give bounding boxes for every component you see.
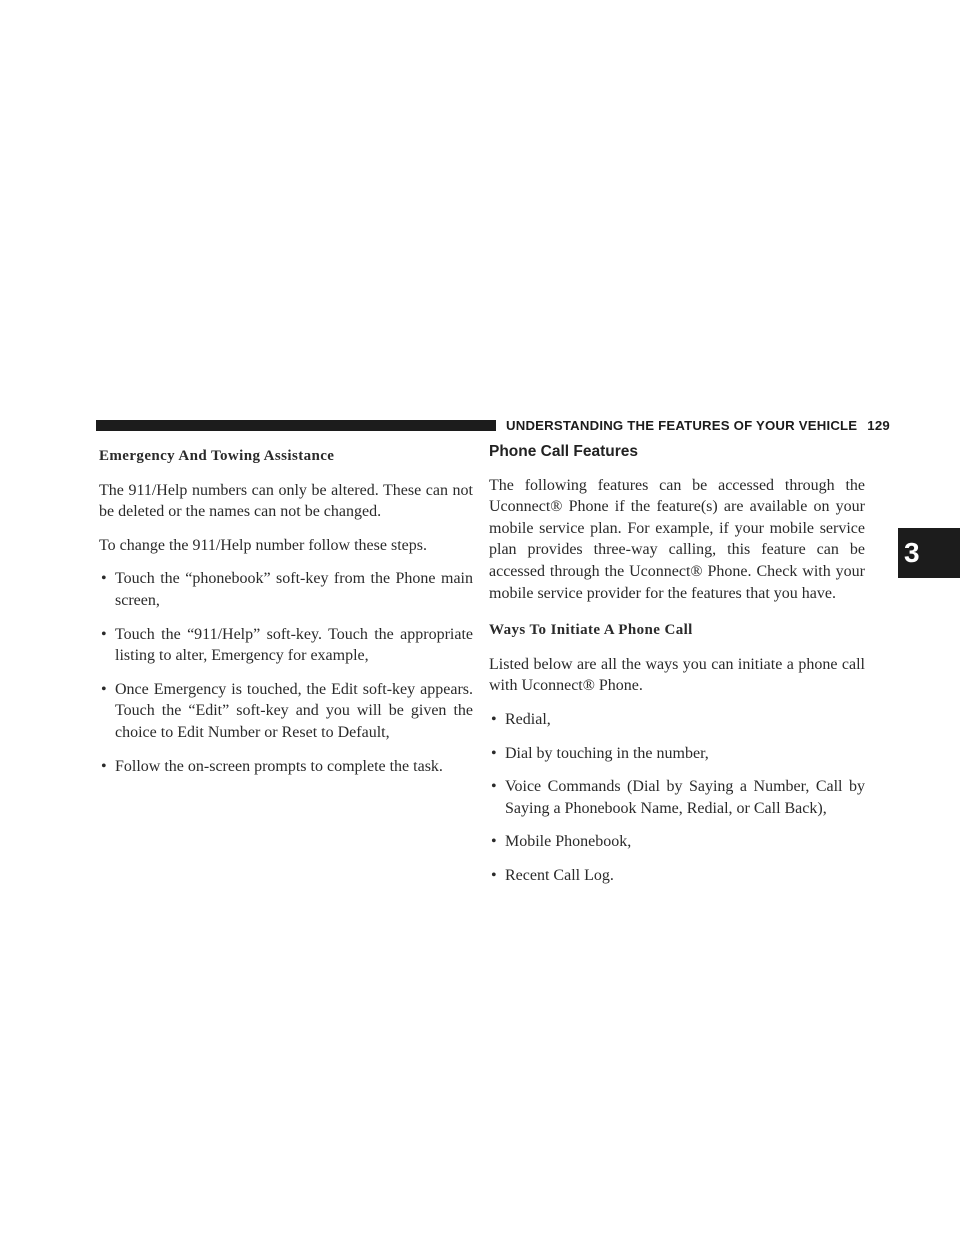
chapter-tab: 3 (898, 528, 960, 578)
left-column (99, 446, 473, 789)
list-item (99, 756, 473, 778)
list-item (99, 568, 473, 611)
list-item-text: Mobile Phonebook, (505, 833, 632, 851)
running-header (506, 418, 890, 433)
paragraph: Listed below are all the ways you can initiate a phone call with Uconnect® Phone. (489, 655, 865, 695)
list-item (489, 831, 865, 853)
list-item-text: Redial, (505, 710, 551, 728)
ways-list (489, 709, 865, 887)
list-item (489, 865, 865, 887)
page-number: 129 (867, 418, 890, 433)
list-item-text: Dial by touching in the number, (505, 744, 709, 762)
list-item (99, 624, 473, 667)
section-heading-emergency: Emergency And Towing Assistance (99, 448, 335, 464)
list-item-text: Touch the “911/Help” soft-key. Touch the appropriate listing to alter, Emergency for example, (115, 625, 473, 665)
bullet-icon: • (101, 757, 107, 775)
steps-list (99, 568, 473, 777)
list-item-text: Touch the “phonebook” soft-key from the Phone main screen, (115, 570, 473, 609)
bullet-icon: • (491, 833, 497, 851)
paragraph: The following features can be accessed through the Uconnect® Phone if the feature(s) are available on your mobile service plan. For example, if your mobile service plan provides three-way calling, this feature can be accessed through the Uconnect® Phone. Check with your mobile service provider for the features that you have. (489, 476, 865, 602)
paragraph: To change the 911/Help number follow these steps. (99, 536, 427, 554)
right-column (489, 441, 865, 899)
list-item (489, 743, 865, 765)
list-item-text: Recent Call Log. (505, 866, 614, 884)
section-title: UNDERSTANDING THE FEATURES OF YOUR VEHICLE (506, 418, 858, 433)
list-item (99, 679, 473, 744)
bullet-icon: • (491, 744, 497, 762)
bullet-icon: • (491, 778, 497, 796)
list-item (489, 709, 865, 731)
bullet-icon: • (491, 710, 497, 728)
bullet-icon: • (491, 866, 497, 884)
bullet-icon: • (101, 570, 107, 588)
header-rule (96, 420, 496, 431)
subheading-ways-to-initiate: Ways To Initiate A Phone Call (489, 622, 693, 639)
list-item (489, 776, 865, 819)
bullet-icon: • (101, 680, 107, 698)
bullet-icon: • (101, 625, 107, 643)
paragraph: The 911/Help numbers can only be altered. These can not be deleted or the names can not be changed. (99, 481, 473, 521)
list-item-text: Once Emergency is touched, the Edit soft-key appears. Touch the “Edit” soft-key and you will be given the choice to Edit Number or Reset to Default, (115, 680, 473, 741)
list-item-text: Follow the on-screen prompts to complete the task. (115, 757, 443, 775)
section-heading-phone-call-features: Phone Call Features (489, 443, 639, 460)
list-item-text: Voice Commands (Dial by Saying a Number, Call by Saying a Phonebook Name, Redial, or Call Back), (505, 778, 865, 817)
